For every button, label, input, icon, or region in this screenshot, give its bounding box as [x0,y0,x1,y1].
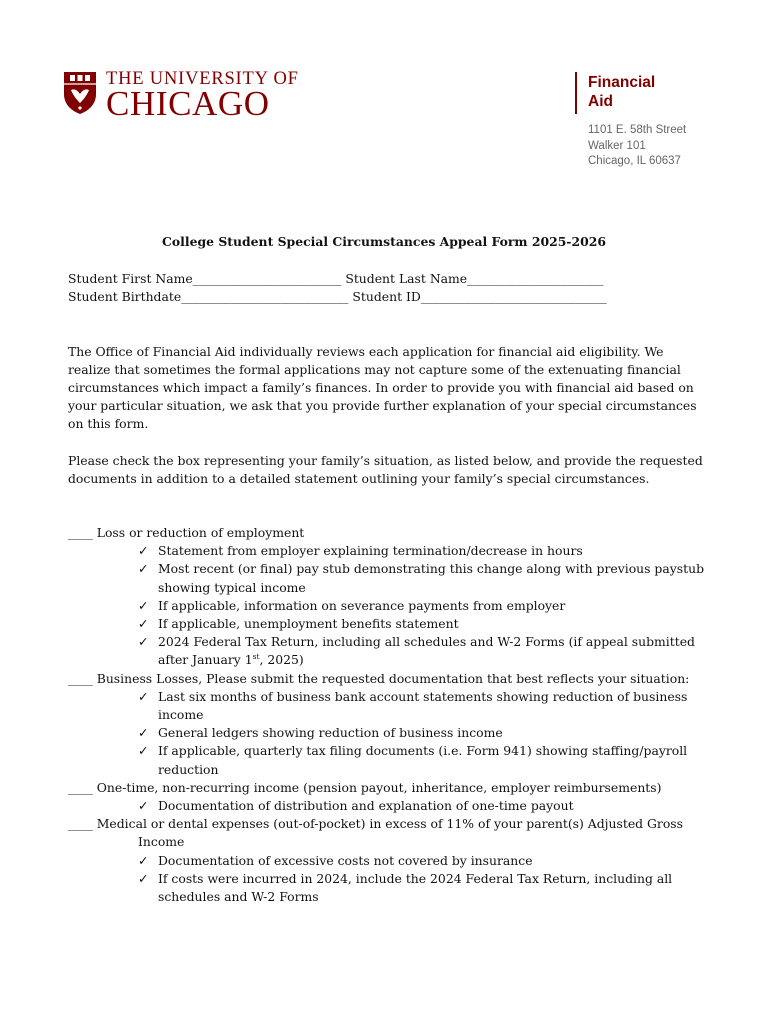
department-name [588,73,655,111]
list-item: ✓ If applicable, unemployment benefits statement [68,615,718,633]
university-shield-icon [62,70,98,116]
field-row [68,288,607,306]
address-line: 1101 E. 58th Street [588,124,687,136]
department-address [588,123,686,170]
last-name-field[interactable]: Student Last Name______________________ [345,271,604,286]
list-item: ✓ Documentation of excessive costs not covered by insurance [68,852,718,870]
first-name-field[interactable]: Student First Name________________________ [68,271,342,286]
check-icon: ✓ [138,543,149,559]
check-icon: ✓ [138,852,149,868]
department-line2: Aid [588,93,613,110]
address-line: Walker 101 [588,139,646,152]
list-item: ✓ If applicable, information on severance payments from employer [68,597,718,615]
department-line1: Financial [588,74,656,91]
instructions-paragraph: Please check the box representing your family’s situation, as listed below, and provide the requested documents in addition to a detailed statement outlining your family’s special circumstances. [68,453,703,486]
check-icon: ✓ [138,688,149,704]
list-item: ✓ Statement from employer explaining termination/decrease in hours [68,542,718,560]
check-icon: ✓ [138,743,149,759]
student-info-fields [68,270,607,306]
circumstance-list [68,524,718,906]
intro-paragraph: The Office of Financial Aid individually reviews each application for financial aid eligibility. We realize that sometimes the formal applications may not capture some of the extenuating financial circumstances which impact a family’s finances. In order to provide you with financial aid based on your particular situation, we ask that you provide further explanation of your special circumstances on this form. [68,344,697,431]
list-item: ✓ Documentation of distribution and explanation of one-time payout [68,797,718,815]
list-item: ✓ Most recent (or final) pay stub demonstrating this change along with previous paystub showing typical income [68,560,718,596]
category-employment-loss[interactable]: ____ Loss or reduction of employment [68,525,305,540]
check-icon: ✓ [138,634,149,650]
category-business-losses[interactable]: ____ Business Losses, Please submit the requested documentation that best reflects your situation: [68,670,690,686]
list-item: ✓ 2024 Federal Tax Return, including all schedules and W-2 Forms (if appeal submitted after January 1st, 2025) [68,633,718,669]
list-item: ✓ If costs were incurred in 2024, include the 2024 Federal Tax Return, including all schedules and W-2 Forms [68,870,718,906]
category-label-continuation: Income [138,834,185,850]
check-icon: ✓ [138,798,149,814]
university-name-line2: CHICAGO [106,84,270,123]
check-icon: ✓ [138,616,149,632]
category-one-time-income[interactable]: ____ One-time, non-recurring income (pension payout, inheritance, employer reimbursements) [68,779,662,795]
category-medical-expenses[interactable]: ____ Medical or dental expenses (out-of-pocket) in excess of 11% of your parent(s) Adjusted Gross [68,816,684,832]
check-icon: ✓ [138,870,149,886]
field-row [68,270,607,288]
student-id-field[interactable]: Student ID______________________________ [352,289,607,304]
check-icon: ✓ [138,597,149,613]
list-item: ✓ If applicable, quarterly tax filing documents (i.e. Form 941) showing staffing/payroll reduction [68,742,718,778]
list-item: ✓ Last six months of business bank account statements showing reduction of business income [68,688,718,724]
check-icon: ✓ [138,725,149,741]
address-line: Chicago, IL 60637 [588,155,681,167]
birthdate-field[interactable]: Student Birthdate___________________________ [68,289,349,304]
university-name-line1: THE UNIVERSITY OF [106,69,299,89]
check-icon: ✓ [138,561,149,577]
form-title: College Student Special Circumstances Appeal Form 2025-2026 [162,234,606,249]
university-logo [62,69,299,123]
letterhead-divider [575,72,577,114]
list-item: ✓ General ledgers showing reduction of business income [68,724,718,742]
